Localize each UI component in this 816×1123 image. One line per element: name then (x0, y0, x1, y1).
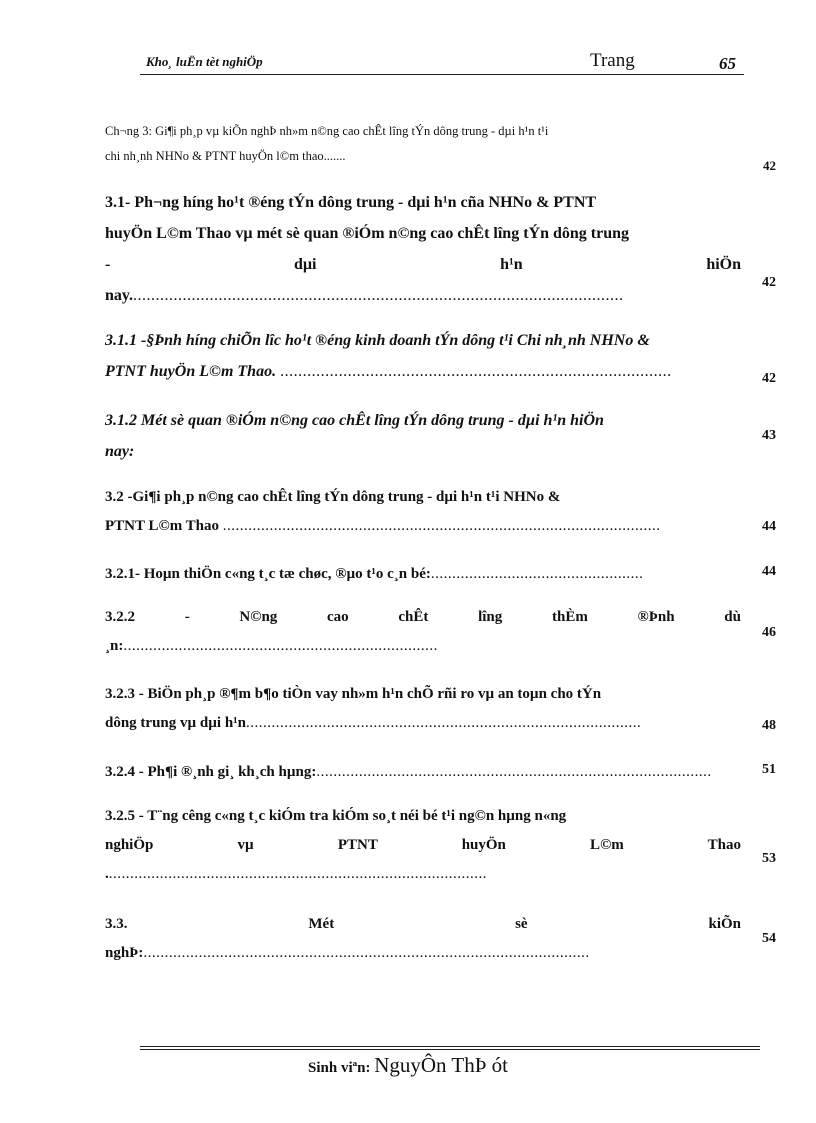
toc-line: 3.2.5 - T¨ng cêng c«ng t¸c kiÓm tra kiÓm so¸t néi bé t¹i ng©n hµng n«ng (105, 808, 567, 824)
toc-line: PTNT huyÖn L©m Thao. ....................................................................................... (105, 363, 672, 380)
toc-line: chi nh¸nh NHNo & PTNT huyÖn l©m thao....... (105, 149, 346, 163)
toc-entry-3-1[interactable] (105, 187, 741, 311)
toc-line: Ch¬ng 3: Gi¶i ph¸p vµ kiÕn nghÞ nh»m n©ng cao chÊt lîng tÝn dông trung - dµi h¹n t¹i (105, 124, 549, 138)
toc-line: huyÖn L©m Thao vµ mét sè quan ®iÓm n©ng cao chÊt lîng tÝn dông trung (105, 225, 629, 242)
toc-page-number: 42 (762, 371, 776, 386)
toc-entry-3-2-2[interactable] (105, 603, 741, 661)
footer-author-name: NguyÔn ThÞ ót (374, 1053, 508, 1077)
toc-entry-chapter-3[interactable] (105, 119, 741, 169)
toc-page-number: 42 (763, 158, 776, 173)
toc-entry-3-1-2[interactable] (105, 405, 741, 467)
header-page-label: Trang (590, 50, 635, 71)
toc-line: nay: (105, 443, 135, 460)
toc-line: 3.2 -Gi¶i ph¸p n©ng cao chÊt lîng tÝn dông trung - dµi h¹n t¹i NHNo & (105, 489, 561, 505)
toc-line: 3.2.1- Hoµn thiÖn c«ng t¸c tæ chøc, ®µo t¹o c¸n bé:.................................................. (105, 566, 644, 582)
footer (0, 1053, 816, 1078)
toc-page-number: 48 (762, 718, 776, 733)
toc-entry-3-2-4[interactable] (105, 758, 741, 787)
toc-line: ¸n:.......................................................................... (105, 638, 438, 654)
toc-page-number: 54 (762, 931, 776, 946)
toc-page-number: 53 (762, 851, 776, 866)
toc-page-number: 44 (762, 564, 776, 579)
toc-line: nay.............................................................................................................. (105, 287, 624, 304)
toc-entry-3-3[interactable] (105, 910, 741, 968)
toc-line: nghÞ:......................................................................................................... (105, 945, 590, 961)
header-title: Kho¸ luËn tèt nghiÖp (146, 54, 263, 69)
toc-line: dông trung vµ dµi h¹n............................................................................................. (105, 715, 642, 731)
footer-label: Sinh viªn: (308, 1060, 375, 1076)
toc-line: PTNT L©m Thao ....................................................................................................... (105, 518, 661, 534)
toc-line: 3.2.4 - Ph¶i ®¸nh gi¸ kh¸ch hµng:............................................................................................. (105, 764, 712, 780)
toc-page-number: 51 (762, 762, 776, 777)
toc-page-number: 43 (762, 428, 776, 443)
header-page-number: 65 (719, 54, 736, 73)
toc-page-number: 42 (762, 275, 776, 290)
toc-page-number: 46 (762, 625, 776, 640)
toc-line: .......................................................................................... (105, 866, 487, 882)
toc-line: 3.3. Mét sè kiÕn (105, 916, 741, 932)
toc-line: 3.1.2 Mét sè quan ®iÓm n©ng cao chÊt lîng tÝn dông trung - dµi h¹n hiÖn (105, 412, 604, 429)
toc-entry-3-2-3[interactable] (105, 680, 741, 738)
toc-line: nghiÖp vµ PTNT huyÖn L©m Thao (105, 837, 741, 853)
header-divider (140, 74, 744, 75)
toc-line: 3.1- Ph¬ng híng ho¹t ®éng tÝn dông trung - dµi h¹n cña NHNo & PTNT (105, 194, 597, 211)
toc-entry-3-2-5[interactable] (105, 802, 741, 889)
footer-divider (140, 1046, 760, 1047)
toc-line: 3.1.1 -§Þnh híng chiÕn lîc ho¹t ®éng kinh doanh tÝn dông t¹i Chi nh¸nh NHNo & (105, 332, 650, 349)
toc-entry-3-2-1[interactable] (105, 560, 741, 589)
toc-line: 3.2.2 - N©ng cao chÊt lîng thÈm ®Þnh dù (105, 609, 741, 625)
toc-entry-3-1-1[interactable] (105, 325, 741, 387)
footer-divider (140, 1049, 760, 1050)
toc-page-number: 44 (762, 519, 776, 534)
toc-entry-3-2[interactable] (105, 483, 741, 541)
toc-line: - dµi h¹n hiÖn (105, 256, 741, 273)
toc-line: 3.2.3 - BiÖn ph¸p ®¶m b¶o tiÒn vay nh»m h¹n chÕ rñi ro vµ an toµn cho tÝn (105, 686, 602, 702)
